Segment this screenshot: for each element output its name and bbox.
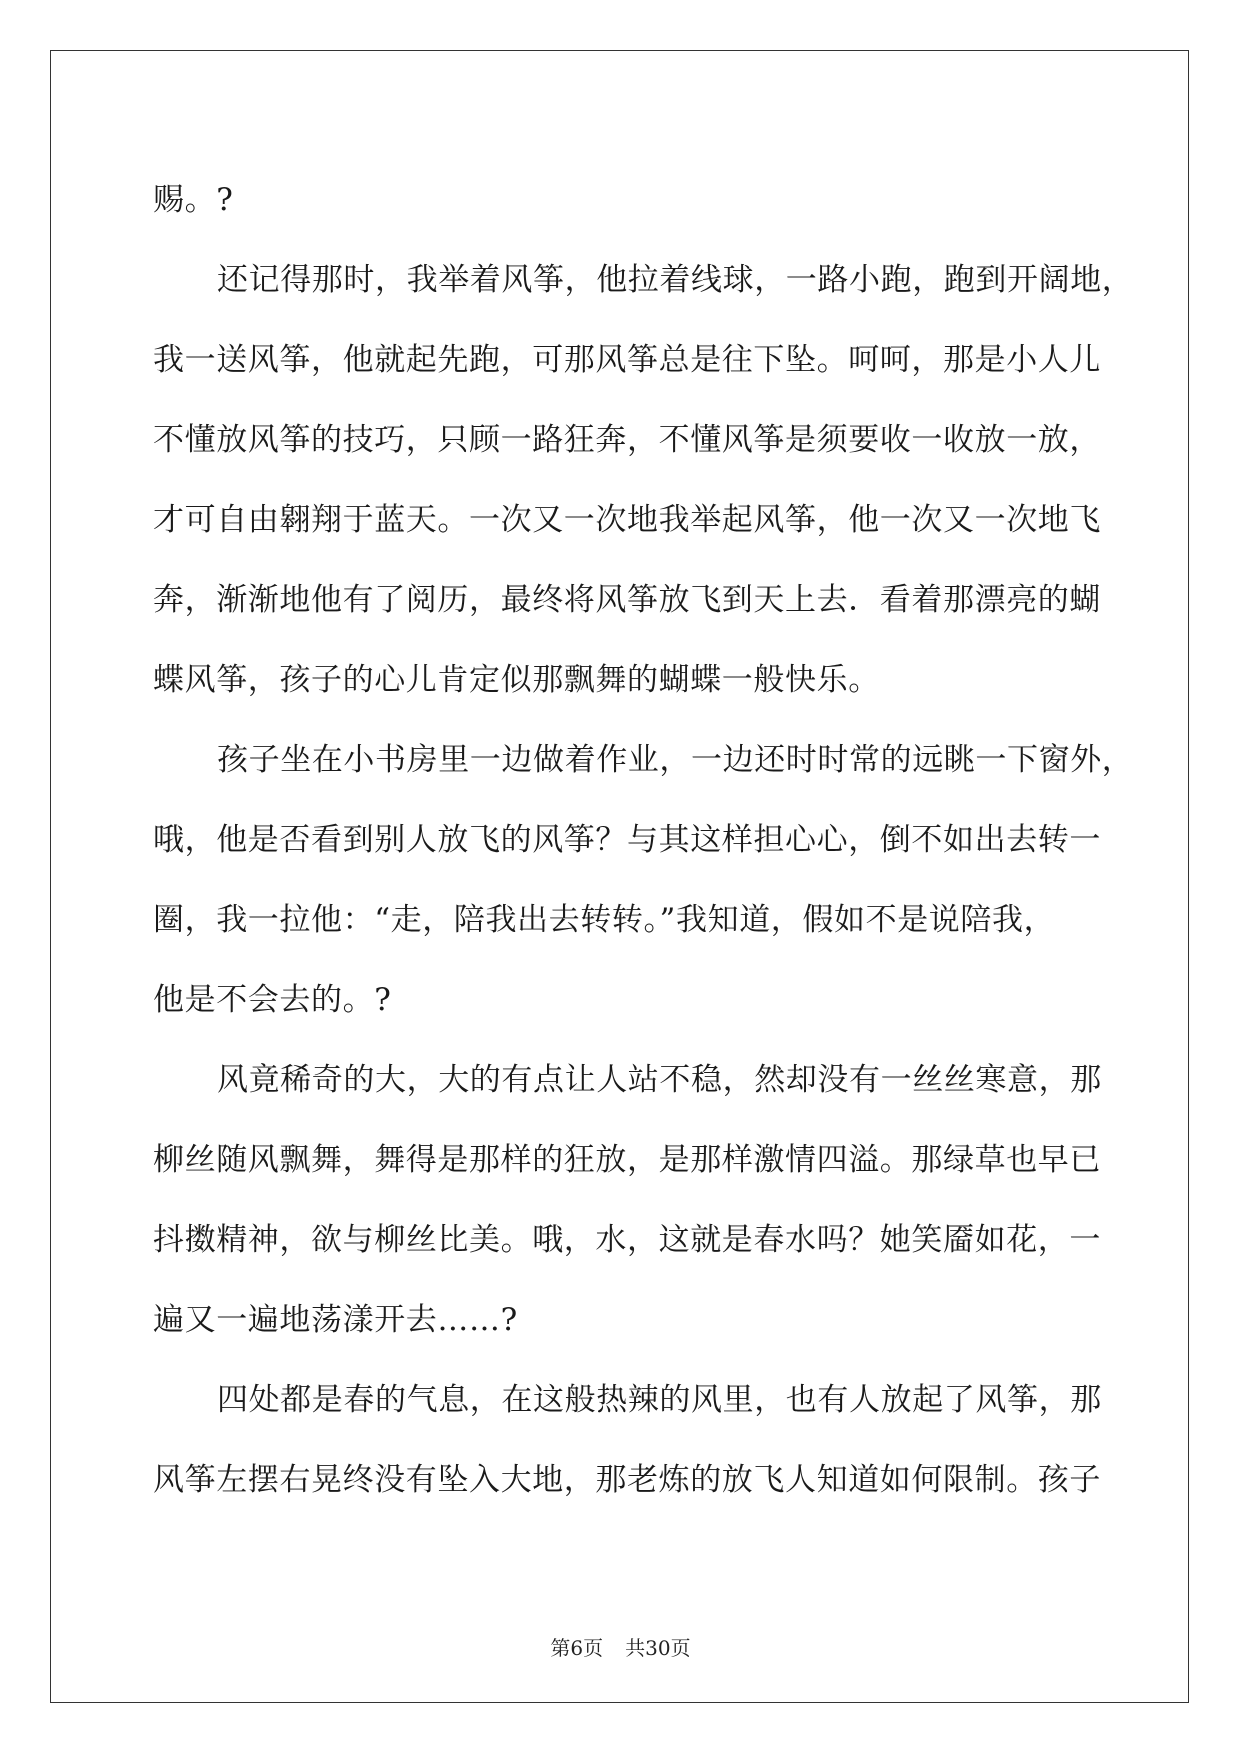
text-line: 四处都是春的气息，在这般热辣的风里，也有人放起了风筝，那 xyxy=(217,1382,1102,1418)
text-line: 孩子坐在小书房里一边做着作业，一边还时时常的远眺一下窗外， xyxy=(217,742,1134,778)
text-line: 柳丝随风飘舞，舞得是那样的狂放，是那样激情四溢。那绿草也早已 xyxy=(153,1142,1101,1178)
text-line: 圈，我一拉他：“走，陪我出去转转。”我知道，假如不是说陪我， xyxy=(153,902,1056,938)
text-line: 风竟稀奇的大，大的有点让人站不稳，然却没有一丝丝寒意，那 xyxy=(217,1062,1102,1098)
page-footer xyxy=(0,1632,1241,1661)
text-line: 抖擞精神，欲与柳丝比美。哦，水，这就是春水吗？她笑靥如花，一 xyxy=(153,1222,1101,1258)
text-line: 风筝左摆右晃终没有坠入大地，那老炼的放飞人知道如何限制。孩子 xyxy=(153,1462,1101,1498)
text-line: 蝶风筝，孩子的心儿肯定似那飘舞的蝴蝶一般快乐。 xyxy=(153,662,880,698)
document-body xyxy=(153,160,1134,1520)
text-line: 不懂放风筝的技巧，只顾一路狂奔，不懂风筝是须要收一收放一放， xyxy=(153,422,1101,458)
text-line: 才可自由翱翔于蓝天。一次又一次地我举起风筝，他一次又一次地飞 xyxy=(153,502,1101,538)
text-line: 遍又一遍地荡漾开去……? xyxy=(153,1302,518,1338)
page-number: 第6页 xyxy=(550,1636,604,1660)
text-line: 还记得那时，我举着风筝，他拉着线球，一路小跑，跑到开阔地， xyxy=(217,262,1134,298)
text-line: 我一送风筝，他就起先跑，可那风筝总是往下坠。呵呵，那是小人儿 xyxy=(153,342,1101,378)
page-total: 共30页 xyxy=(625,1636,691,1660)
text-line: 奔，渐渐地他有了阅历，最终将风筝放飞到天上去．看着那漂亮的蝴 xyxy=(153,582,1101,618)
text-line: 赐。? xyxy=(153,182,234,218)
text-line: 他是不会去的。? xyxy=(153,982,392,1018)
text-line: 哦，他是否看到别人放飞的风筝？与其这样担心心，倒不如出去转一 xyxy=(153,822,1101,858)
